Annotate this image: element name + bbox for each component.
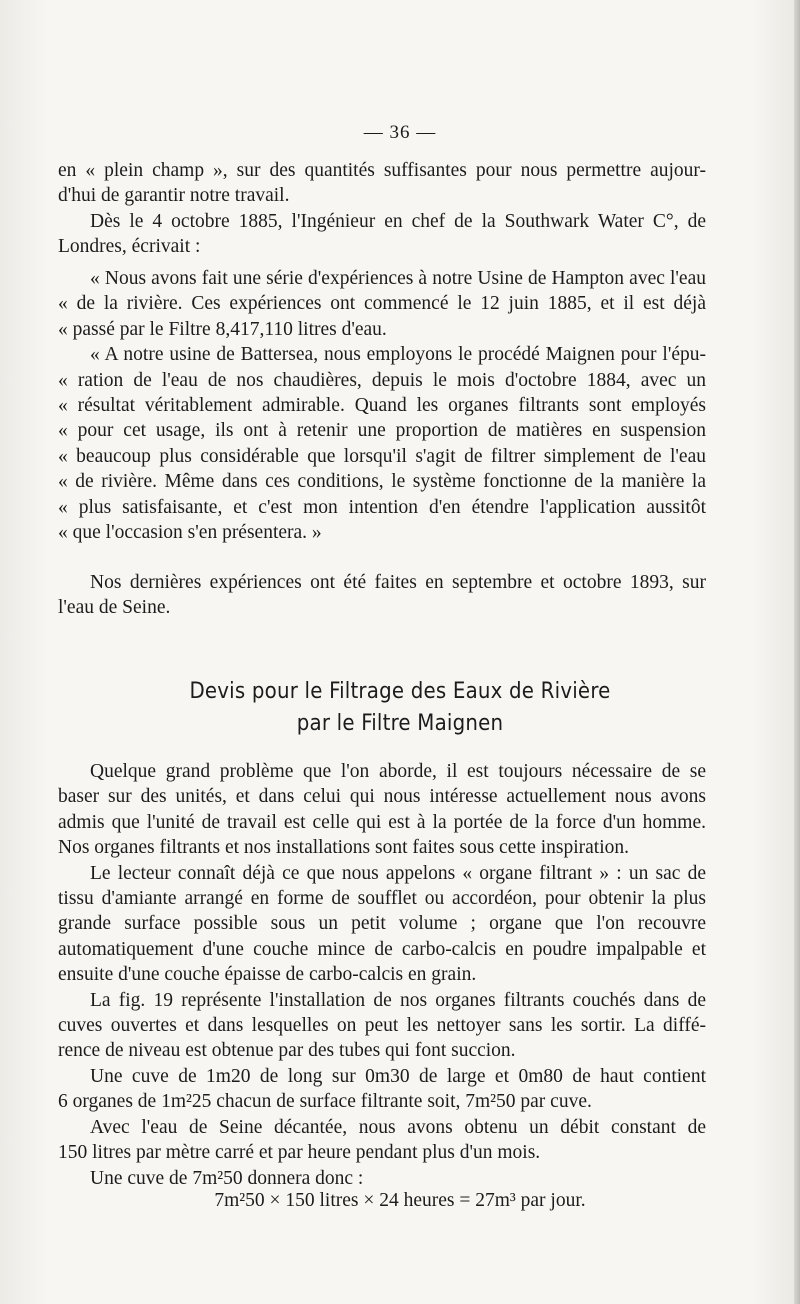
- quotation: [58, 266, 706, 545]
- quote-line: « passé par le Filtre 8,417,110 litres d'eau.: [58, 318, 387, 340]
- text-line: d'hui de garantir notre travail.: [58, 185, 290, 207]
- quote-line: « A notre usine de Battersea, nous employons le procédé Maignen pour l'épu-: [90, 344, 706, 366]
- quote-line: « ration de l'eau de nos chaudières, depuis le mois d'octobre 1884, avec un: [58, 369, 706, 391]
- page-number: — 36 —: [363, 122, 437, 143]
- heading-line-2: par le Filtre Maignen: [296, 711, 504, 736]
- text-line: Une cuve de 1m20 de long sur 0m30 de large et 0m80 de haut contient: [90, 1065, 706, 1087]
- text-line: Avec l'eau de Seine décantée, nous avons obtenu un débit constant de: [90, 1116, 706, 1138]
- text-line: Nos organes filtrants et nos installations sont faites sous cette inspiration.: [58, 837, 630, 859]
- text-line: rence de niveau est obtenue par des tubes qui font succion.: [58, 1040, 516, 1062]
- quote-line: « plus satisfaisante, et c'est mon intention d'en étendre l'application aussitôt: [58, 496, 706, 518]
- quote-line: « pour cet usage, ils ont à retenir une proportion de matières en suspension: [58, 420, 706, 442]
- calculation-formula: 7m²50 × 150 litres × 24 heures = 27m³ par jour.: [214, 1190, 586, 1211]
- text-line: La fig. 19 représente l'installation de nos organes filtrants couchés dans de: [90, 989, 706, 1011]
- text-line: Le lecteur connaît déjà ce que nous appelons « organe filtrant » : un sac de: [90, 862, 706, 884]
- text-line: baser sur des unités, et dans celui qui nous intéresse actuellement nous avons: [58, 786, 706, 808]
- quote-line: « Nous avons fait une série d'expériences à notre Usine de Hampton avec l'eau: [90, 268, 706, 289]
- page-edge: [794, 0, 800, 1304]
- text-line: tissu d'amiante arrangé en forme de soufflet ou accordéon, pour obtenir la plus: [58, 888, 706, 910]
- closing-paragraph: [58, 570, 706, 621]
- text-line: 150 litres par mètre carré et par heure pendant plus d'un mois.: [58, 1142, 541, 1164]
- estimate-body: [58, 759, 706, 1191]
- text-line: en « plein champ », sur des quantités suffisantes pour nous permettre aujour-: [58, 160, 706, 181]
- text-line: admis que l'unité de travail est celle qui est à la portée de la force d'un homme.: [58, 811, 706, 833]
- heading-line-1: Devis pour le Filtrage des Eaux de Rivière: [189, 679, 611, 704]
- text-line: Une cuve de 7m²50 donnera donc :: [90, 1167, 364, 1189]
- text-line: Londres, écrivait :: [58, 236, 201, 258]
- quote-line: « beaucoup plus considérable que lorsqu'il s'agit de filtrer simplement de l'eau: [58, 445, 706, 467]
- quote-line: « de rivière. Même dans ces conditions, le système fonctionne de la manière la: [58, 471, 706, 493]
- section-heading: [0, 676, 800, 740]
- text-line: automatiquement d'une couche mince de carbo-calcis en poudre impalpable et: [58, 938, 706, 960]
- text-line: 6 organes de 1m²25 chacun de surface filtrante soit, 7m²50 par cuve.: [58, 1091, 592, 1113]
- text-line: grande surface possible sous un petit volume ; organe que l'on recouvre: [58, 913, 706, 935]
- quote-line: « résultat véritablement admirable. Quand les organes filtrants sont employés: [58, 395, 706, 417]
- text-line: Quelque grand problème que l'on aborde, il est toujours nécessaire de se: [90, 761, 706, 782]
- text-line: Dès le 4 octobre 1885, l'Ingénieur en chef de la Southwark Water C°, de: [90, 210, 706, 232]
- intro-paragraphs: [58, 158, 706, 260]
- text-line: ensuite d'une couche épaisse de carbo-calcis en grain.: [58, 964, 477, 986]
- text-line: Nos dernières expériences ont été faites en septembre et octobre 1893, sur: [90, 572, 706, 593]
- quote-line: « que l'occasion s'en présentera. »: [58, 522, 322, 544]
- text-line: cuves ouvertes et dans lesquelles on peut les nettoyer sans les sortir. La diffé-: [58, 1015, 706, 1037]
- quote-line: « de la rivière. Ces expériences ont commencé le 12 juin 1885, et il est déjà: [58, 293, 706, 315]
- text-line: l'eau de Seine.: [58, 597, 171, 619]
